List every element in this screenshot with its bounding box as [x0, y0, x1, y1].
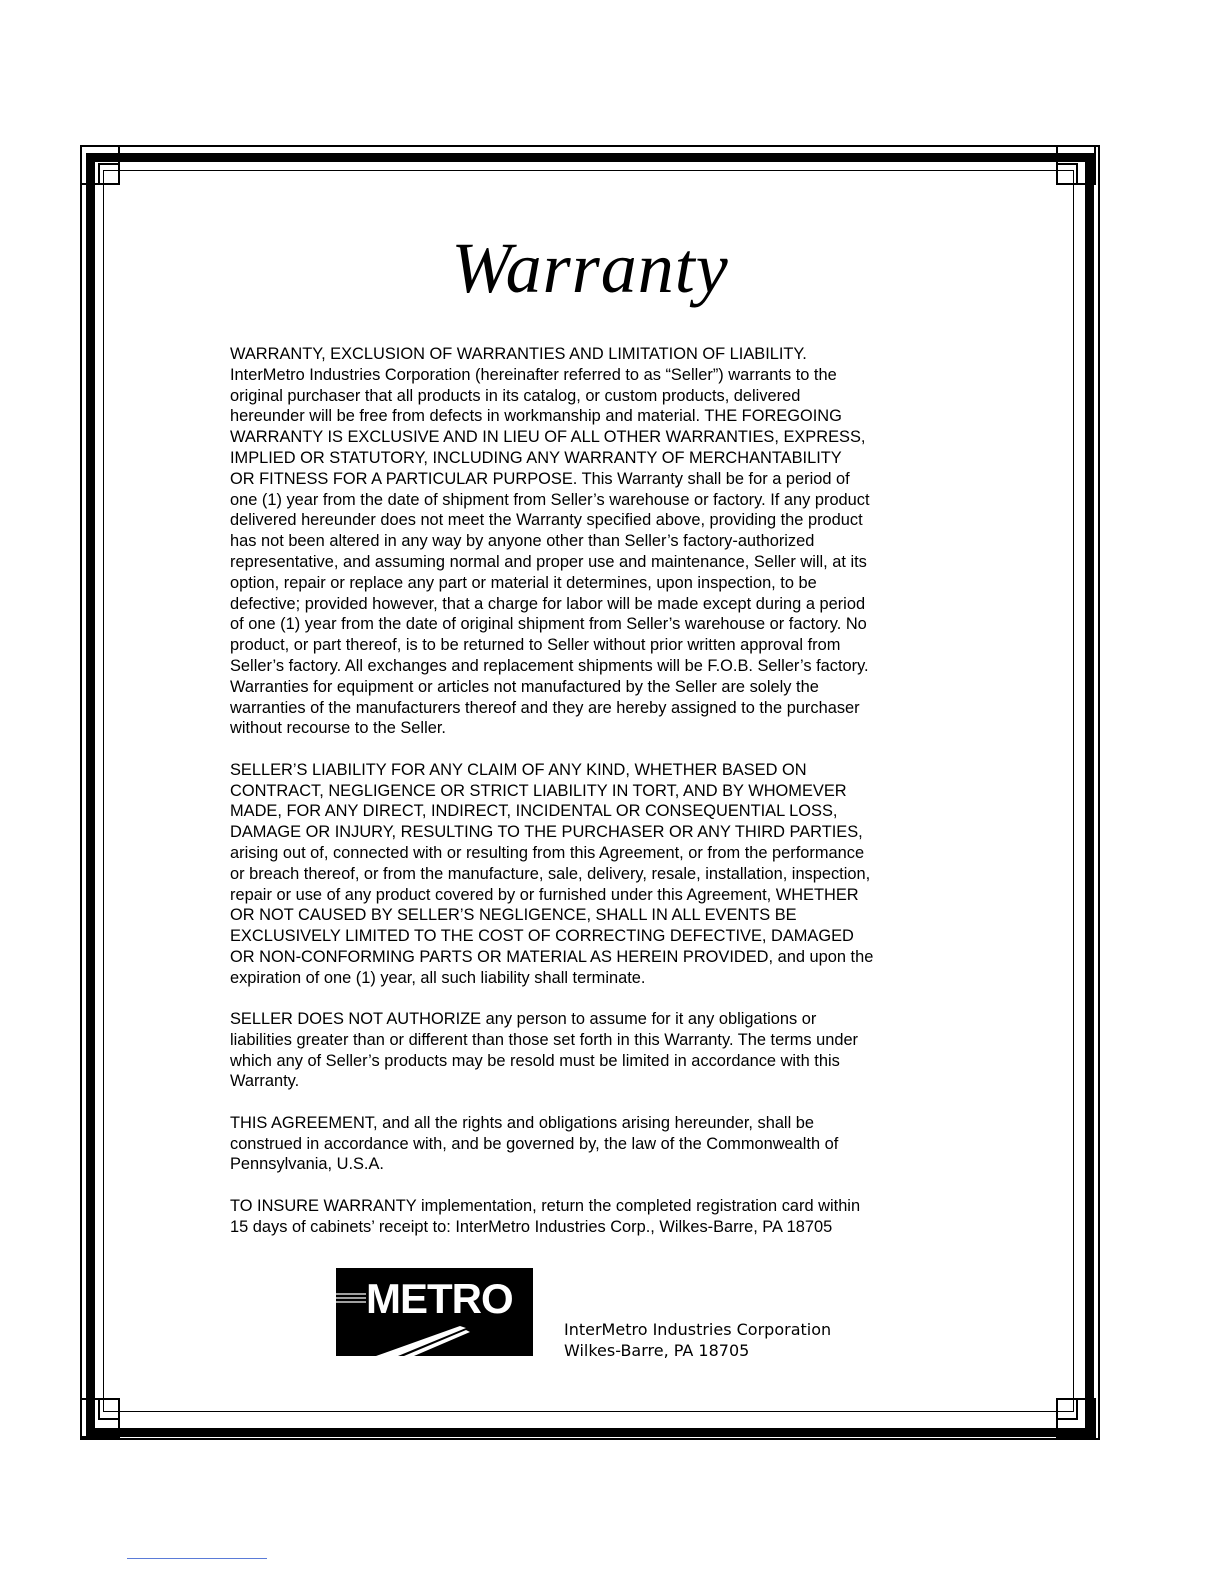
- paragraph-liability: SELLER’S LIABILITY FOR ANY CLAIM OF ANY KIND, WHETHER BASED ON CONTRACT, NEGLIGENCE OR STRICT LIABILITY IN TORT, AND BY WHOMEVER MADE, FOR ANY DIRECT, INDIRECT, INCIDENTAL OR CONSEQUENTIAL LOSS, DAMAGE OR INJURY, RESULTING TO THE PURCHASER OR ANY THIRD PARTIES, arising out of, connected with or resulting from this Agreement, or from the performance or breach thereof, or from the manufacture, sale, delivery, resale, installation, inspection, repair or use of any product covered by or furnished under this Agreement, WHETHER OR NOT CAUSED BY SELLER’S NEGLIGENCE, SHALL IN ALL EVENTS BE EXCLUSIVELY LIMITED TO THE COST OF CORRECTING DEFECTIVE, DAMAGED OR NON-CONFORMING PARTS OR MATERIAL AS HEREIN PROVIDED, and upon the expiration of one (1) year, all such liability shall terminate.: [230, 760, 874, 987]
- paragraph-governing-law: THIS AGREEMENT, and all the rights and obligations arising hereunder, shall be construed in accordance with, and be governed by, the law of the Commonwealth of Pennsylvania, U.S.A.: [230, 1113, 839, 1174]
- corner-ornament-top-left-inner: [98, 163, 120, 185]
- company-address: Wilkes-Barre, PA 18705: [564, 1341, 750, 1360]
- corner-ornament-bottom-right-inner: [1056, 1398, 1078, 1420]
- corner-ornament-bottom-left-inner: [98, 1398, 120, 1420]
- paragraph-authorization: SELLER DOES NOT AUTHORIZE any person to assume for it any obligations or liabilities greater than or different than those set forth in this Warranty. The terms under which any of Seller’s products may be resold must be limited in accordance with this Warranty.: [230, 1010, 859, 1091]
- paragraph-registration: TO INSURE WARRANTY implementation, return the completed registration card within 15 days of cabinets’ receipt to: InterMetro Industries Corp., Wilkes-Barre, PA 18705: [230, 1196, 861, 1236]
- paragraph-warranty-terms: WARRANTY, EXCLUSION OF WARRANTIES AND LIMITATION OF LIABILITY. InterMetro Industries Corporation (hereinafter referred to as “Seller”) warrants to the original purchaser that all products in its catalog, or custom products, delivered hereunder will be free from defects in workmanship and material. THE FOREGOING WARRANTY IS EXCLUSIVE AND IN LIEU OF ALL OTHER WARRANTIES, EXPRESS, IMPLIED OR STATUTORY, INCLUDING ANY WARRANTY OF MERCHANTABILITY OR FITNESS FOR A PARTICULAR PURPOSE. This Warranty shall be for a period of one (1) year from the date of shipment from Seller’s warehouse or factory. If any product delivered hereunder does not meet the Warranty specified above, providing the product has not been altered in any way by anyone other than Seller’s factory-authorized representative, and assuming normal and proper use and maintenance, Seller will, at its option, repair or replace any part or material it determines, upon inspection, to be defective; provided however, that a charge for labor will be made except during a period of one (1) year from the date of original shipment from Seller’s warehouse or factory. No product, or part thereof, is to be returned to Seller without prior written approval from Seller’s factory. All exchanges and replacement shipments will be F.O.B. Seller’s factory. Warranties for equipment or articles not manufactured by the Seller are solely the warranties of the manufacturers thereof and they are hereby assigned to the purchaser without recourse to the Seller.: [230, 345, 870, 738]
- logo-wordmark: METRO: [366, 1275, 513, 1322]
- company-info: [564, 1319, 831, 1361]
- page-title: Warranty: [451, 228, 729, 308]
- company-name: InterMetro Industries Corporation: [564, 1320, 832, 1339]
- bottom-rule: [127, 1558, 267, 1559]
- metro-logo: [336, 1268, 533, 1356]
- warranty-body: [230, 344, 930, 1258]
- corner-ornament-top-right-inner: [1056, 163, 1078, 185]
